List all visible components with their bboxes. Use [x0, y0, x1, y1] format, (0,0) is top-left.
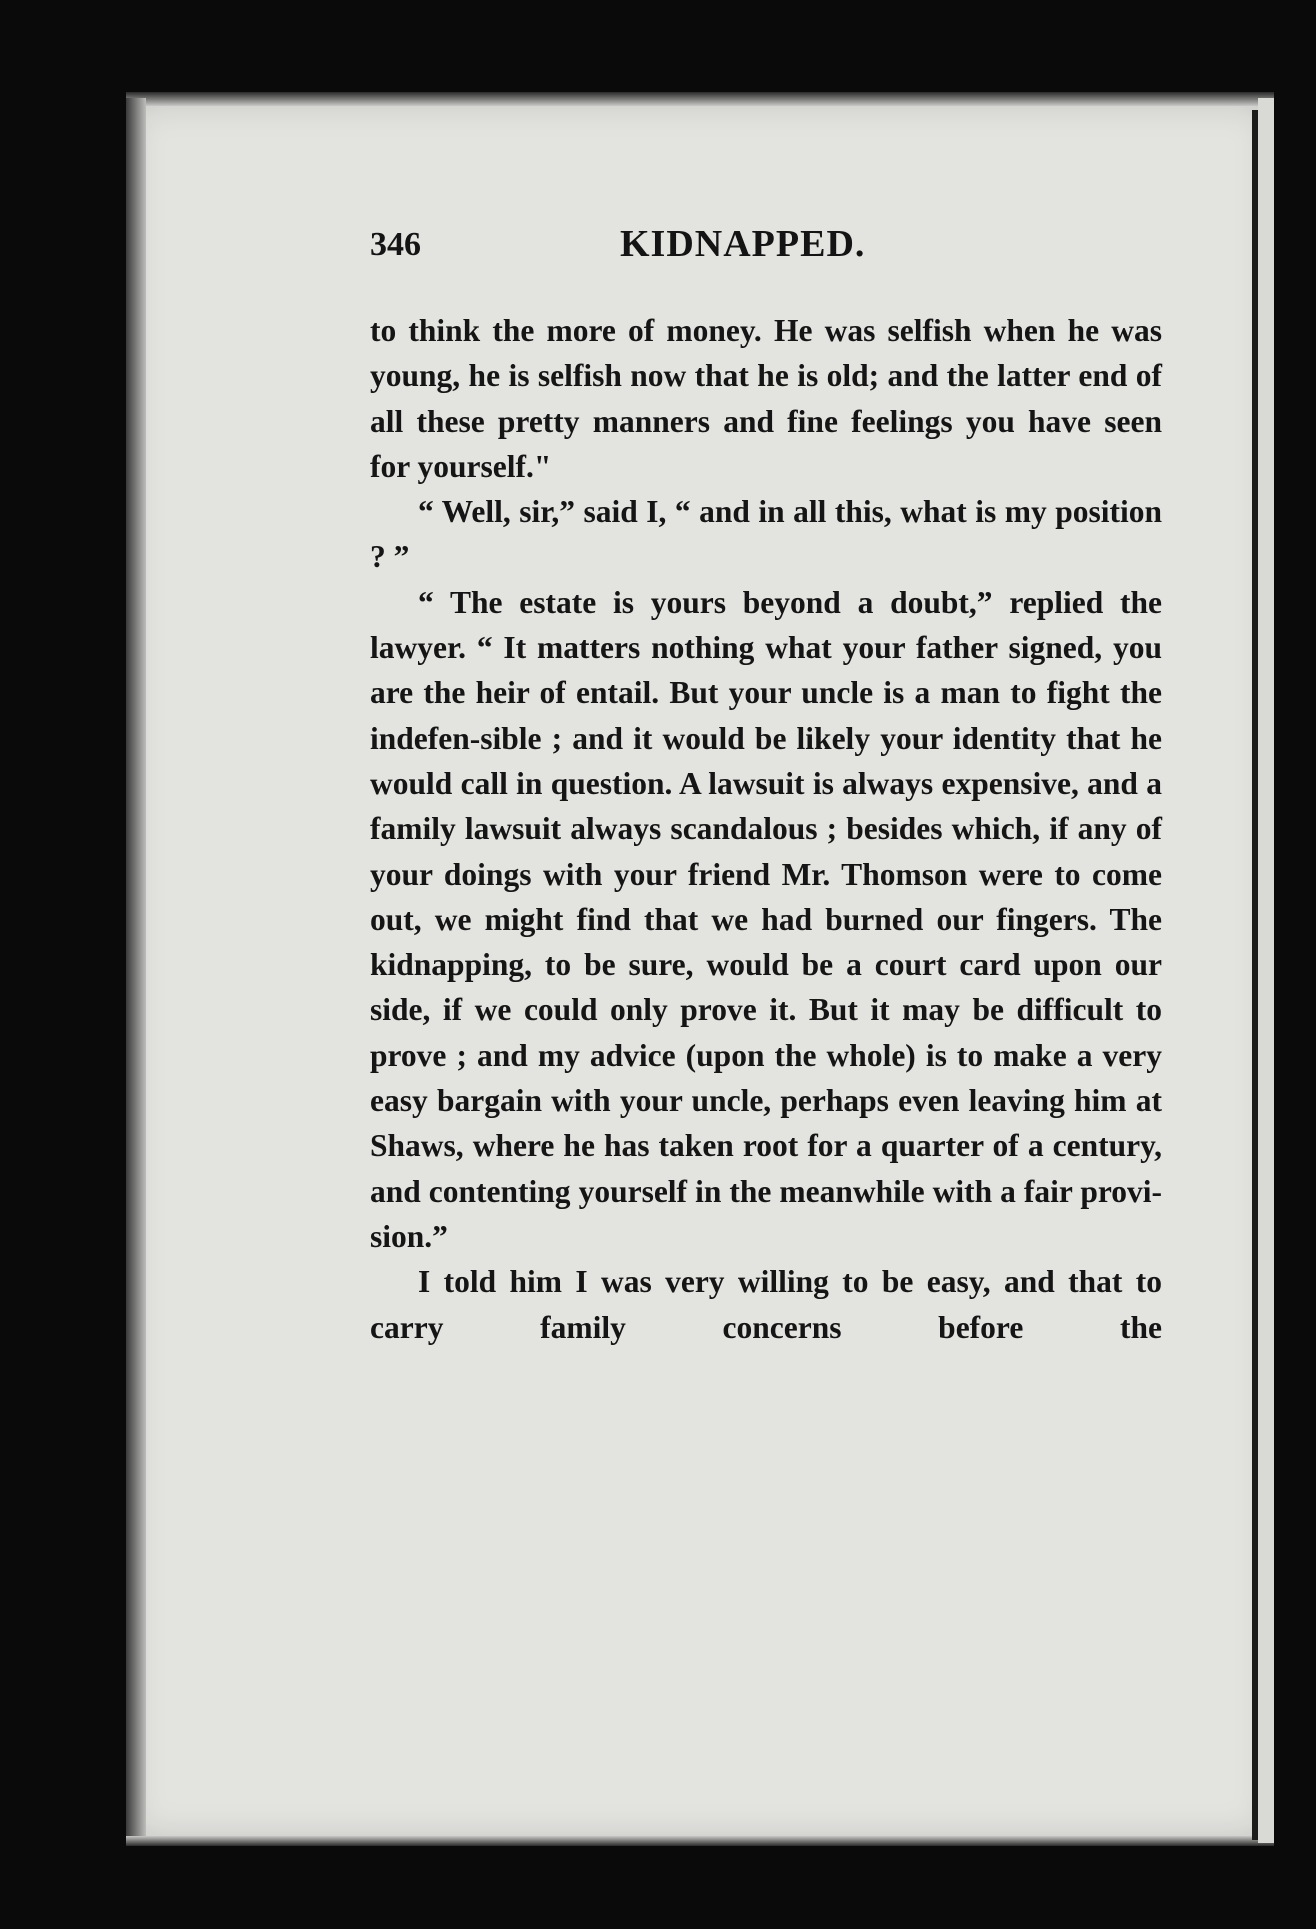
running-title: KIDNAPPED. — [620, 223, 866, 265]
paragraph-4: I told him I was very willing to be easy, and that to carry family concerns before the — [370, 1264, 1162, 1345]
paragraph-1: to think the more of money. He was selfish when he was young, he is selfish now that he is old; and the latter end of all these pretty manners and fine feelings you have seen for yourself." — [370, 313, 1162, 484]
paragraph-3: “ The estate is yours beyond a doubt,” replied the lawyer. “ It matters nothing what your father signed, you are the heir of entail. But your uncle is a man to fight the indefen-sible ; and it would be likely your identity that he would call in question. A lawsuit is always expensive, and a family lawsuit always scandalous ; besides which, if any of your doings with your friend Mr. Thomson were to come out, we might find that we had burned our fingers. The kidnapping, to be sure, would be a court card upon our side, if we could only prove it. But it may be difficult to prove ; and my advice (upon the whole) is to make a very easy bargain with your uncle, perhaps even leaving him at Shaws, where he has taken root for a quarter of a century, and contenting yourself in the meanwhile with a fair provi-sion.” — [370, 584, 1162, 1254]
paragraph-2: “ Well, sir,” said I, “ and in all this, what is my position ? ” — [370, 494, 1162, 575]
page-number: 346 — [370, 226, 421, 263]
running-header — [370, 222, 1162, 272]
page-edge-left — [126, 98, 146, 1843]
page-edge-bottom — [126, 1836, 1274, 1846]
page-edge-top — [126, 92, 1274, 106]
next-page-strip — [1258, 98, 1274, 1843]
page-body — [370, 308, 1162, 1350]
